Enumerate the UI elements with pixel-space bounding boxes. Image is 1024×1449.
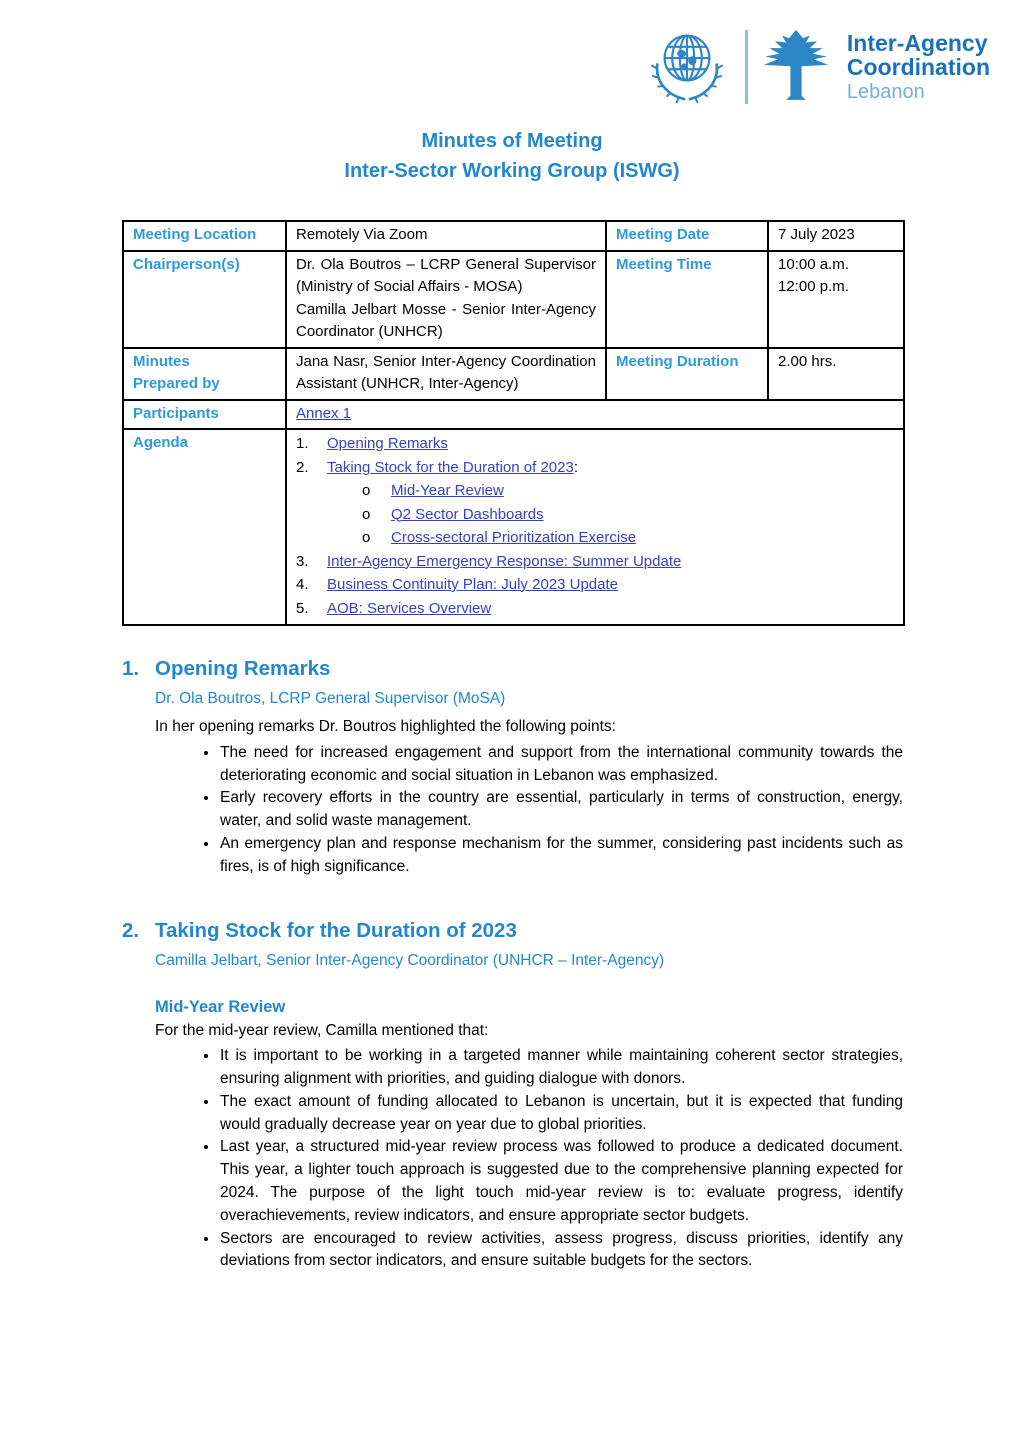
- section-speaker: Camilla Jelbart, Senior Inter-Agency Coordinator (UNHCR – Inter-Agency): [155, 952, 665, 970]
- brand-text: [844, 31, 990, 103]
- agenda-item-number: 5.: [296, 599, 309, 617]
- agenda-item-number: 1.: [296, 435, 309, 452]
- agenda-link-taking-stock[interactable]: Taking Stock for the Duration of 2023: [327, 458, 574, 476]
- agenda-item-1: [296, 433, 894, 456]
- section-opening-remarks: [122, 656, 903, 878]
- bullet-item: • Sectors are encouraged to review activities, assess progress, discuss priorities, identify any deviations from sector indicators, and ensure suitable budgets for the sectors.: [219, 1228, 903, 1274]
- bullet-item: • It is important to be working in a targeted manner while maintaining coherent sector strategies, ensuring alignment with priorities, and guiding dialogue with donors.: [219, 1045, 903, 1091]
- bullet-list: [155, 1045, 903, 1273]
- meeting-time-end: 12:00 p.m.: [778, 278, 849, 295]
- agenda-item-number: 3.: [296, 552, 309, 570]
- agenda-sub-marker: o: [362, 482, 371, 499]
- table-row: [123, 429, 904, 625]
- minutes-prepared-label: Minutes Prepared by: [123, 348, 286, 400]
- chairperson-2: Camilla Jelbart Mosse - Senior Inter-Agency Coordinator (UNHCR): [296, 300, 596, 340]
- section-number: 2.: [122, 919, 140, 943]
- meeting-location-value: Remotely Via Zoom: [286, 221, 606, 251]
- section-intro: In her opening remarks Dr. Boutros highlighted the following points:: [155, 718, 616, 736]
- agenda-label: Agenda: [123, 429, 286, 625]
- meeting-location-label: Meeting Location: [123, 221, 286, 251]
- agenda-sub-item-1: [362, 480, 894, 503]
- table-row: [123, 400, 904, 430]
- agenda-item-3: [296, 551, 894, 574]
- minutes-prepared-value: Jana Nasr, Senior Inter-Agency Coordination Assistant (UNHCR, Inter-Agency): [286, 348, 606, 400]
- agenda-link-opening-remarks[interactable]: Opening Remarks: [327, 435, 448, 452]
- logo-block: [642, 24, 990, 110]
- section-title: Taking Stock for the Duration of 2023: [155, 919, 517, 943]
- brand-line-2: Coordination: [846, 54, 990, 81]
- meeting-duration-value: 2.00 hrs.: [768, 348, 904, 400]
- section-heading: [122, 918, 903, 945]
- meeting-time-start: 10:00 a.m.: [778, 255, 849, 273]
- agenda-item-number: 2.: [296, 458, 309, 476]
- meeting-duration-label: Meeting Duration: [606, 348, 768, 400]
- section-title: Opening Remarks: [155, 657, 331, 680]
- meeting-date-value: 7 July 2023: [768, 221, 904, 251]
- title-line-1: Minutes of Meeting: [421, 130, 603, 152]
- document-title: [0, 126, 1024, 186]
- bullet-item: • Early recovery efforts in the country are essential, particularly in terms of construction, energy, water, and solid waste management.: [219, 787, 903, 833]
- chairpersons-value: [286, 251, 606, 348]
- cedar-tree-icon: [761, 26, 831, 108]
- bullet-list: [155, 742, 903, 879]
- agenda-link-emergency-response[interactable]: Inter-Agency Emergency Response: Summer Update: [327, 552, 682, 570]
- bullet-item: • Last year, a structured mid-year review process was followed to produce a dedicated document. This year, a lighter touch approach is suggested due to the comprehensive planning expected for 2024. The purpose of the light touch mid-year review is to: evaluate progress, identify overachievements, review indicators, and ensure appropriate sector budgets.: [219, 1136, 903, 1227]
- bullet-item: • The need for increased engagement and support from the international community towards the deteriorating economic and social situation in Lebanon was emphasized.: [219, 742, 903, 788]
- brand-line-3: Lebanon: [846, 80, 925, 103]
- agenda-sub-marker: o: [362, 529, 371, 546]
- agenda-sub-item-2: [362, 504, 894, 527]
- meeting-date-label: Meeting Date: [606, 221, 768, 251]
- un-emblem-icon: [642, 24, 732, 110]
- logo-divider: [745, 30, 748, 104]
- table-row: [123, 221, 904, 251]
- bullet-item: • The exact amount of funding allocated to Lebanon is uncertain, but it is expected that funding would gradually decrease year on year due to global priorities.: [219, 1091, 903, 1137]
- table-row: [123, 348, 904, 400]
- bullet-item: • An emergency plan and response mechanism for the summer, considering past incidents such as fires, is of high significance.: [219, 833, 903, 879]
- annex-1-link[interactable]: Annex 1: [296, 404, 352, 422]
- agenda-link-mid-year-review[interactable]: Mid-Year Review: [391, 482, 504, 499]
- section-number: 1.: [122, 657, 140, 680]
- agenda-link-aob-services[interactable]: AOB: Services Overview: [327, 599, 492, 617]
- section-taking-stock: [122, 918, 903, 1273]
- agenda-sub-item-3: [362, 527, 894, 550]
- participants-label: Participants: [123, 400, 286, 430]
- participants-value: [286, 400, 904, 430]
- chairperson-1: Dr. Ola Boutros – LCRP General Supervisor (Ministry of Social Affairs - MOSA): [296, 255, 596, 295]
- section-body: [155, 950, 903, 1273]
- agenda-link-cross-sectoral-prioritization[interactable]: Cross-sectoral Prioritization Exercise: [391, 529, 637, 546]
- section-heading: [122, 656, 903, 683]
- mid-year-review-subheading: Mid-Year Review: [155, 997, 286, 1016]
- agenda-item-number: 4.: [296, 576, 309, 593]
- agenda-link-q2-sector-dashboards[interactable]: Q2 Sector Dashboards: [391, 505, 544, 523]
- meeting-info-table: [122, 220, 905, 626]
- brand-line-1: Inter-Agency: [846, 30, 988, 57]
- agenda-cell: [286, 429, 904, 625]
- meeting-time-value: [768, 251, 904, 348]
- section-body: [155, 688, 903, 879]
- section-speaker: Dr. Ola Boutros, LCRP General Supervisor (MoSA): [155, 689, 506, 707]
- agenda-item-5: [296, 598, 894, 621]
- chairpersons-label: Chairperson(s): [123, 251, 286, 348]
- document-header: [0, 0, 1024, 112]
- section-intro: For the mid-year review, Camilla mentioned that:: [155, 1021, 489, 1039]
- agenda-sub-marker: o: [362, 505, 371, 523]
- meeting-time-label: Meeting Time: [606, 251, 768, 348]
- agenda-item-2: [296, 457, 894, 480]
- agenda-item-4: [296, 574, 894, 597]
- table-row: [123, 251, 904, 348]
- agenda-link-business-continuity[interactable]: Business Continuity Plan: July 2023 Update: [327, 576, 619, 593]
- agenda-item-suffix: :: [573, 458, 578, 476]
- title-line-2: Inter-Sector Working Group (ISWG): [344, 160, 680, 182]
